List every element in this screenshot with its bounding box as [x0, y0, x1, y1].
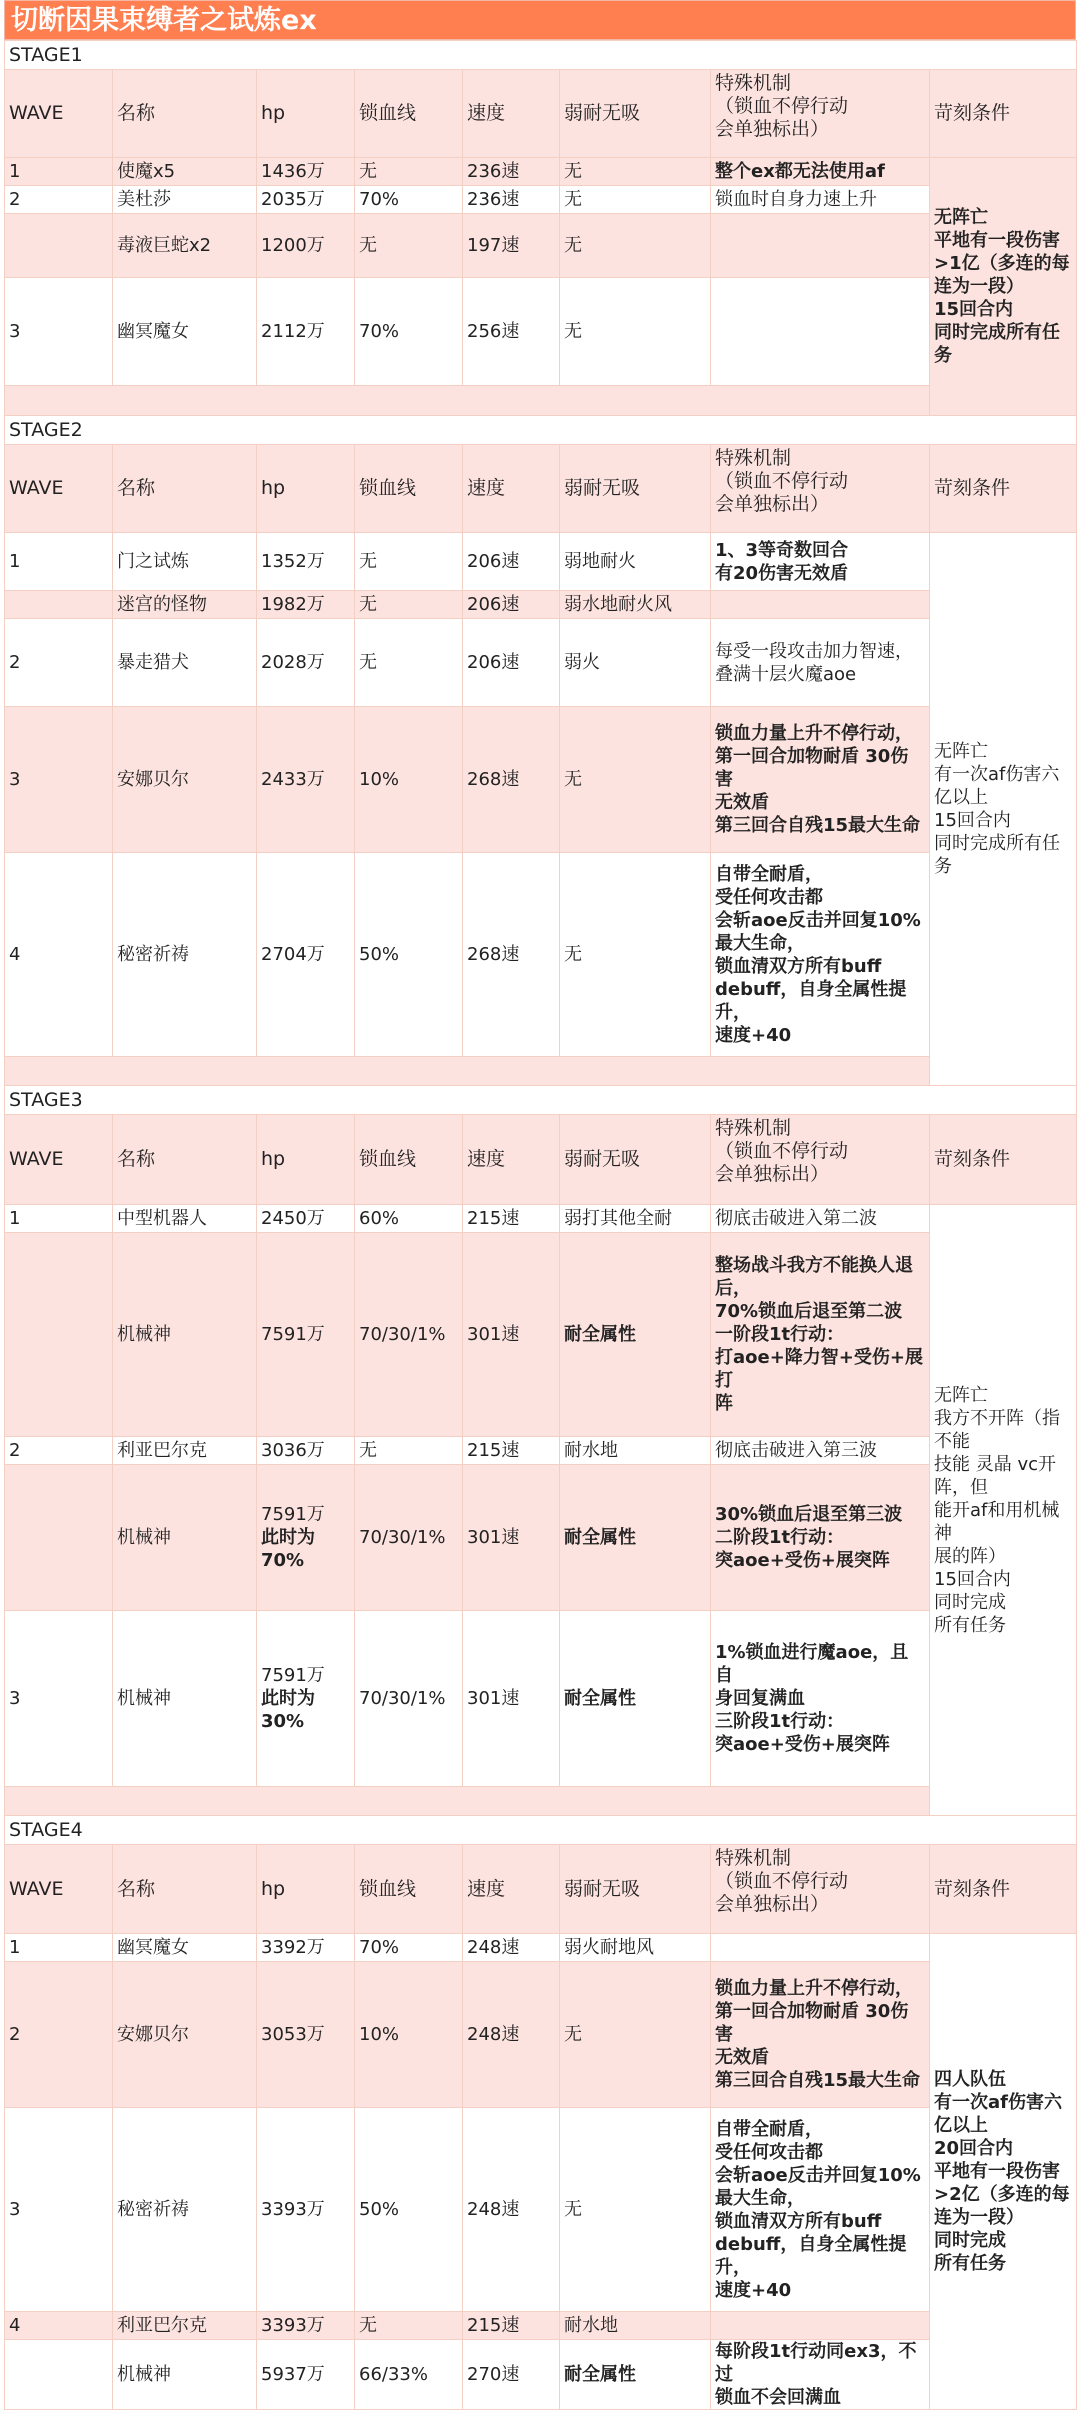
cell-lock: 无 [355, 158, 463, 186]
cell-special [711, 214, 930, 278]
table-row [5, 1205, 1077, 1233]
cell-lock: 60% [355, 1205, 463, 1233]
cell-hp: 2450万 [257, 1205, 355, 1233]
stage-row [5, 41, 1077, 70]
header-weak: 弱耐无吸 [560, 1115, 711, 1205]
cell-weak: 耐水地 [560, 2312, 711, 2340]
cell-name: 机械神 [113, 2340, 257, 2410]
cell-speed: 206速 [463, 591, 560, 619]
cell-name: 使魔x5 [113, 158, 257, 186]
cell-weak: 无 [560, 1962, 711, 2108]
table-row [5, 533, 1077, 591]
table-row [5, 1962, 1077, 2108]
cell-weak: 耐全属性 [560, 2340, 711, 2410]
cell-lock: 无 [355, 591, 463, 619]
table-row [5, 1233, 1077, 1437]
cell-special: 30%锁血后退至第三波 二阶段1t行动： 突aoe+受伤+展突阵 [711, 1465, 930, 1611]
header-speed: 速度 [463, 445, 560, 533]
cell-lock: 70% [355, 278, 463, 386]
cell-name: 毒液巨蛇x2 [113, 214, 257, 278]
cell-lock: 50% [355, 853, 463, 1057]
cell-speed: 301速 [463, 1465, 560, 1611]
cell-speed: 268速 [463, 707, 560, 853]
header-weak: 弱耐无吸 [560, 1845, 711, 1934]
cell-weak: 弱水地耐火风 [560, 591, 711, 619]
cell-wave: 1 [5, 1934, 113, 1962]
cell-weak: 无 [560, 158, 711, 186]
header-lock: 锁血线 [355, 445, 463, 533]
spreadsheet [4, 0, 1076, 2410]
sheet-title: 切断因果束缚者之试炼ex [4, 0, 1076, 40]
header-row [5, 70, 1077, 158]
cell-condition: 无阵亡 平地有一段伤害 >1亿（多连的每 连为一段） 15回合内 同时完成所有任 务 [930, 158, 1077, 416]
cell-name: 安娜贝尔 [113, 707, 257, 853]
table-row [5, 1465, 1077, 1611]
cell-wave [5, 1465, 113, 1611]
cell-wave: 4 [5, 853, 113, 1057]
header-condition: 苛刻条件 [930, 1845, 1077, 1934]
header-wave: WAVE [5, 445, 113, 533]
cell-lock: 无 [355, 2312, 463, 2340]
header-wave: WAVE [5, 1845, 113, 1934]
cell-wave: 1 [5, 1205, 113, 1233]
cell-wave [5, 591, 113, 619]
cell-lock: 66/33% [355, 2340, 463, 2410]
cell-weak: 无 [560, 853, 711, 1057]
stage-label: STAGE2 [5, 416, 1077, 445]
cell-hp: 2704万 [257, 853, 355, 1057]
cell-special: 整场战斗我方不能换人退 后， 70%锁血后退至第二波 一阶段1t行动： 打aoe+降力智+受伤+展打 阵 [711, 1233, 930, 1437]
cell-wave: 1 [5, 533, 113, 591]
cell-name: 利亚巴尔克 [113, 1437, 257, 1465]
table-row [5, 186, 1077, 214]
cell-name: 幽冥魔女 [113, 278, 257, 386]
cell-wave: 4 [5, 2312, 113, 2340]
stage-row [5, 1086, 1077, 1115]
cell-wave: 3 [5, 2108, 113, 2312]
cell-name: 秘密祈祷 [113, 853, 257, 1057]
hp-note: 此时为70% [261, 1527, 315, 1571]
cell-lock: 70/30/1% [355, 1611, 463, 1787]
header-name: 名称 [113, 1115, 257, 1205]
header-condition: 苛刻条件 [930, 70, 1077, 158]
hp-note: 此时为30% [261, 1688, 315, 1732]
cell-hp: 5937万 [257, 2340, 355, 2410]
cell-hp: 2028万 [257, 619, 355, 707]
cell-lock: 70/30/1% [355, 1465, 463, 1611]
table-row [5, 1437, 1077, 1465]
header-lock: 锁血线 [355, 1115, 463, 1205]
header-lock: 锁血线 [355, 1845, 463, 1934]
cell-hp: 2433万 [257, 707, 355, 853]
cell-speed: 197速 [463, 214, 560, 278]
table-row [5, 707, 1077, 853]
cell-special: 每阶段1t行动同ex3，不过 锁血不会回满血 [711, 2340, 930, 2410]
cell-name: 机械神 [113, 1611, 257, 1787]
cell-speed: 248速 [463, 1934, 560, 1962]
table-row [5, 2312, 1077, 2340]
spacer-row [5, 386, 1077, 416]
cell-special [711, 2312, 930, 2340]
cell-hp: 3392万 [257, 1934, 355, 1962]
cell-speed: 301速 [463, 1233, 560, 1437]
cell-weak: 无 [560, 214, 711, 278]
cell-lock: 50% [355, 2108, 463, 2312]
header-row [5, 1845, 1077, 1934]
cell-speed: 268速 [463, 853, 560, 1057]
cell-speed: 270速 [463, 2340, 560, 2410]
cell-weak: 弱火耐地风 [560, 1934, 711, 1962]
cell-special: 锁血力量上升不停行动， 第一回合加物耐盾 30伤害 无效盾 第三回合自残15最大生命 [711, 1962, 930, 2108]
cell-condition: 无阵亡 我方不开阵（指 不能 技能 灵晶 vc开 阵，但 能开af和用机械 神 展的阵） 15回合内 同时完成 所有任务 [930, 1205, 1077, 1816]
cell-name: 幽冥魔女 [113, 1934, 257, 1962]
cell-special: 整个ex都无法使用af [711, 158, 930, 186]
table-row [5, 278, 1077, 386]
cell-hp: 2035万 [257, 186, 355, 214]
header-hp: hp [257, 70, 355, 158]
cell-speed: 206速 [463, 533, 560, 591]
header-row [5, 445, 1077, 533]
cell-hp: 3393万 [257, 2108, 355, 2312]
header-wave: WAVE [5, 1115, 113, 1205]
cell-lock: 70% [355, 186, 463, 214]
cell-speed: 236速 [463, 158, 560, 186]
cell-wave [5, 214, 113, 278]
cell-special: 每受一段攻击加力智速， 叠满十层火魔aoe [711, 619, 930, 707]
table-row [5, 853, 1077, 1057]
hp-value: 7591万 [261, 1665, 325, 1686]
spacer-row [5, 1787, 1077, 1816]
cell-wave: 1 [5, 158, 113, 186]
spacer-cell [5, 1057, 930, 1086]
header-special: 特殊机制 （锁血不停行动 会单独标出） [711, 1845, 930, 1934]
cell-lock: 10% [355, 707, 463, 853]
header-special: 特殊机制 （锁血不停行动 会单独标出） [711, 445, 930, 533]
cell-hp [257, 1465, 355, 1611]
table-row [5, 158, 1077, 186]
header-hp: hp [257, 445, 355, 533]
cell-speed: 236速 [463, 186, 560, 214]
cell-weak: 无 [560, 278, 711, 386]
header-name: 名称 [113, 1845, 257, 1934]
header-wave: WAVE [5, 70, 113, 158]
cell-name: 迷宫的怪物 [113, 591, 257, 619]
cell-wave [5, 1233, 113, 1437]
cell-name: 秘密祈祷 [113, 2108, 257, 2312]
cell-hp: 3053万 [257, 1962, 355, 2108]
cell-special: 彻底击破进入第二波 [711, 1205, 930, 1233]
cell-name: 中型机器人 [113, 1205, 257, 1233]
cell-wave: 2 [5, 1437, 113, 1465]
cell-name: 美杜莎 [113, 186, 257, 214]
cell-wave: 2 [5, 186, 113, 214]
cell-special [711, 591, 930, 619]
cell-weak: 无 [560, 707, 711, 853]
cell-special: 1、3等奇数回合 有20伤害无效盾 [711, 533, 930, 591]
cell-hp [257, 1611, 355, 1787]
stage-row [5, 1816, 1077, 1845]
stage-row [5, 416, 1077, 445]
cell-weak: 弱火 [560, 619, 711, 707]
header-lock: 锁血线 [355, 70, 463, 158]
cell-speed: 256速 [463, 278, 560, 386]
cell-name: 暴走猎犬 [113, 619, 257, 707]
cell-weak: 耐全属性 [560, 1233, 711, 1437]
table-row [5, 2108, 1077, 2312]
cell-weak: 弱打其他全耐 [560, 1205, 711, 1233]
cell-weak: 耐水地 [560, 1437, 711, 1465]
cell-hp: 1436万 [257, 158, 355, 186]
cell-speed: 248速 [463, 2108, 560, 2312]
cell-wave: 2 [5, 619, 113, 707]
header-hp: hp [257, 1115, 355, 1205]
table-row [5, 619, 1077, 707]
cell-speed: 215速 [463, 2312, 560, 2340]
cell-hp: 1352万 [257, 533, 355, 591]
header-weak: 弱耐无吸 [560, 445, 711, 533]
cell-wave: 3 [5, 1611, 113, 1787]
spacer-cell [5, 386, 930, 416]
header-speed: 速度 [463, 70, 560, 158]
cell-lock: 无 [355, 1437, 463, 1465]
cell-hp: 1982万 [257, 591, 355, 619]
cell-special: 锁血力量上升不停行动， 第一回合加物耐盾 30伤害 无效盾 第三回合自残15最大生命 [711, 707, 930, 853]
header-row [5, 1115, 1077, 1205]
cell-special: 自带全耐盾， 受任何攻击都 会斩aoe反击并回复10% 最大生命， 锁血清双方所有buff debuff，自身全属性提升， 速度+40 [711, 2108, 930, 2312]
hp-value: 7591万 [261, 1504, 325, 1525]
cell-name: 利亚巴尔克 [113, 2312, 257, 2340]
stage-label: STAGE3 [5, 1086, 1077, 1115]
cell-weak: 弱地耐火 [560, 533, 711, 591]
cell-speed: 215速 [463, 1205, 560, 1233]
table-row [5, 1611, 1077, 1787]
cell-hp: 7591万 [257, 1233, 355, 1437]
cell-wave: 3 [5, 707, 113, 853]
cell-speed: 215速 [463, 1437, 560, 1465]
stage-label: STAGE4 [5, 1816, 1077, 1845]
cell-special: 1%锁血进行魔aoe，且自 身回复满血 三阶段1t行动： 突aoe+受伤+展突阵 [711, 1611, 930, 1787]
header-special: 特殊机制 （锁血不停行动 会单独标出） [711, 70, 930, 158]
cell-speed: 206速 [463, 619, 560, 707]
cell-speed: 248速 [463, 1962, 560, 2108]
cell-lock: 无 [355, 214, 463, 278]
cell-hp: 2112万 [257, 278, 355, 386]
cell-speed: 301速 [463, 1611, 560, 1787]
header-name: 名称 [113, 70, 257, 158]
cell-weak: 耐全属性 [560, 1465, 711, 1611]
cell-lock: 70% [355, 1934, 463, 1962]
header-speed: 速度 [463, 1115, 560, 1205]
cell-special: 锁血时自身力速上升 [711, 186, 930, 214]
header-hp: hp [257, 1845, 355, 1934]
table-row [5, 1934, 1077, 1962]
header-name: 名称 [113, 445, 257, 533]
cell-hp: 1200万 [257, 214, 355, 278]
trial-table [4, 40, 1077, 2410]
cell-wave: 3 [5, 278, 113, 386]
cell-name: 机械神 [113, 1233, 257, 1437]
cell-name: 安娜贝尔 [113, 1962, 257, 2108]
cell-condition: 四人队伍 有一次af伤害六 亿以上 20回合内 平地有一段伤害 >2亿（多连的每 连为一段） 同时完成 所有任务 [930, 1934, 1077, 2410]
cell-special [711, 1934, 930, 1962]
cell-lock: 无 [355, 533, 463, 591]
cell-name: 机械神 [113, 1465, 257, 1611]
cell-lock: 无 [355, 619, 463, 707]
cell-lock: 70/30/1% [355, 1233, 463, 1437]
header-weak: 弱耐无吸 [560, 70, 711, 158]
cell-lock: 10% [355, 1962, 463, 2108]
cell-special [711, 278, 930, 386]
cell-wave [5, 2340, 113, 2410]
cell-name: 门之试炼 [113, 533, 257, 591]
cell-special: 彻底击破进入第三波 [711, 1437, 930, 1465]
table-row [5, 591, 1077, 619]
header-condition: 苛刻条件 [930, 445, 1077, 533]
stage-label: STAGE1 [5, 41, 1077, 70]
spacer-row [5, 1057, 1077, 1086]
cell-weak: 无 [560, 186, 711, 214]
cell-hp: 3036万 [257, 1437, 355, 1465]
spacer-cell [5, 1787, 930, 1816]
table-row [5, 214, 1077, 278]
header-special: 特殊机制 （锁血不停行动 会单独标出） [711, 1115, 930, 1205]
cell-condition: 无阵亡 有一次af伤害六 亿以上 15回合内 同时完成所有任 务 [930, 533, 1077, 1086]
cell-special: 自带全耐盾， 受任何攻击都 会斩aoe反击并回复10% 最大生命， 锁血清双方所有buff debuff，自身全属性提升， 速度+40 [711, 853, 930, 1057]
cell-weak: 无 [560, 2108, 711, 2312]
table-row [5, 2340, 1077, 2410]
header-speed: 速度 [463, 1845, 560, 1934]
cell-weak: 耐全属性 [560, 1611, 711, 1787]
cell-hp: 3393万 [257, 2312, 355, 2340]
cell-wave: 2 [5, 1962, 113, 2108]
header-condition: 苛刻条件 [930, 1115, 1077, 1205]
